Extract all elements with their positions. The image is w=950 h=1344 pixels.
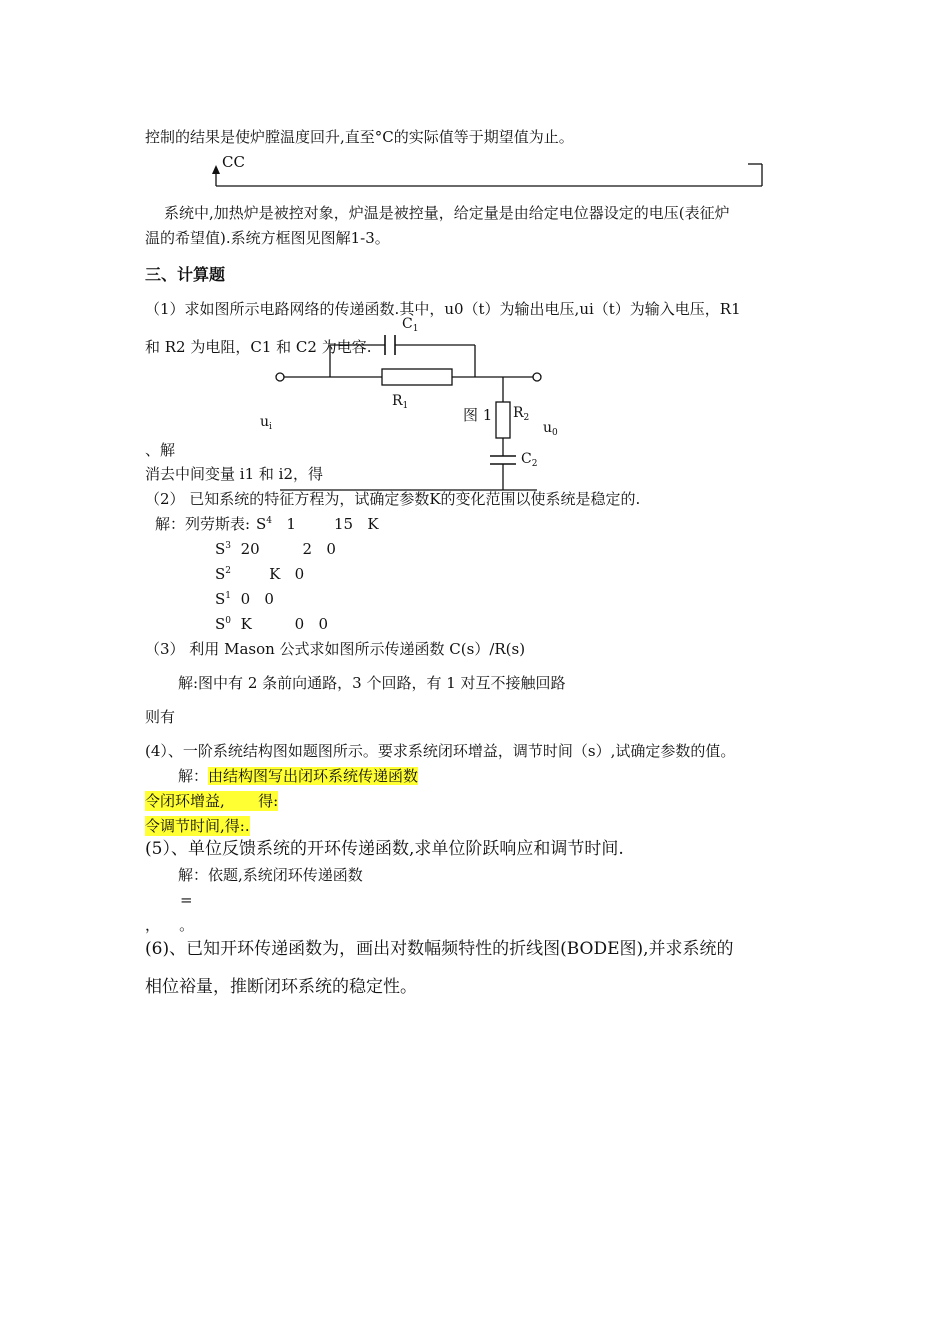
paragraph-2-line-1: 系统中,加热炉是被控对象，炉温是被控量，给定量是由给定电位器设定的电压(表征炉 <box>164 204 730 222</box>
r2-label: $R_2$ <box>513 405 530 423</box>
then-text: 则有 <box>145 708 176 726</box>
question-4-answer-line-1: 解：由结构图写出闭环系统传递函数 <box>178 767 419 785</box>
text-line-1: 控制的结果是使炉膛温度回升,直至°C的实际值等于期望值为止。 <box>145 128 574 146</box>
resistor-r1 <box>382 369 452 385</box>
question-5: (5）、单位反馈系统的开环传递函数,求单位阶跃响应和调节时间. <box>145 839 624 859</box>
question-6-line-1: (6)、已知开环传递函数为，画出对数幅频特性的折线图(BODE图),并求系统的 <box>145 939 734 959</box>
routh-row-s1: $S^1$ 0 0 <box>215 590 274 608</box>
figure-1-label: 图 1 <box>463 406 493 424</box>
question-5-answer-line-1: 解：依题,系统闭环传递函数 <box>178 866 363 884</box>
question-5-answer-line-2: = <box>180 891 193 909</box>
c2-label: $C_2$ <box>521 451 538 469</box>
input-terminal <box>276 373 284 381</box>
question-3-answer: 解:图中有 2 条前向通路，3 个回路，有 1 对互不接触回路 <box>178 674 566 692</box>
paragraph-2-line-2: 温的希望值).系统方框图见图解1-3。 <box>145 229 390 247</box>
section-heading: 三、计算题 <box>145 265 226 284</box>
cc-label: CC <box>222 153 245 171</box>
question-4-answer-line-2: 令闭环增益, 得: <box>145 792 279 810</box>
c1-label: $C_1$ <box>402 316 419 334</box>
question-2: （2） 已知系统的特征方程为，试确定参数K的变化范围以使系统是稳定的. <box>145 490 641 508</box>
question-5-answer-line-3: ， 。 <box>145 916 195 934</box>
r1-label: $R_1$ <box>392 393 409 411</box>
question-1-line-1: （1）求如图所示电路网络的传递函数.其中，u0（t）为输出电压,ui（t）为输入电压，R1 <box>145 300 741 318</box>
routh-row-s2: $S^2$ K 0 <box>215 565 305 583</box>
routh-row-s4: $S^4$ 1 15 K <box>256 515 379 533</box>
question-3: （3） 利用 Mason 公式求如图所示传递函数 C(s）/R(s) <box>145 640 526 658</box>
u0-label: $u_0$ <box>543 420 558 438</box>
eliminate-variables-text: 消去中间变量 i1 和 i2，得 <box>145 465 323 483</box>
ui-label: $u_i$ <box>260 414 272 432</box>
question-4-answer-line-3: 令调节时间,得:. <box>145 817 250 835</box>
question-6-line-2: 相位裕量，推断闭环系统的稳定性。 <box>145 977 417 997</box>
question-4: (4）、一阶系统结构图如题图所示。要求系统闭环增益，调节时间（s）,试确定参数的值。 <box>145 742 736 760</box>
routh-intro: 解：列劳斯表: <box>155 515 251 533</box>
output-terminal <box>533 373 541 381</box>
resistor-r2 <box>496 402 510 438</box>
circuit-diagram <box>0 0 950 520</box>
solution-label: 、解 <box>145 441 176 459</box>
routh-row-s3: $S^3$ 20 2 0 <box>215 540 336 558</box>
routh-row-s0: $S^0$ K 0 0 <box>215 615 329 633</box>
question-1-line-2: 和 R2 为电阻，C1 和 C2 为电容. <box>145 338 372 356</box>
